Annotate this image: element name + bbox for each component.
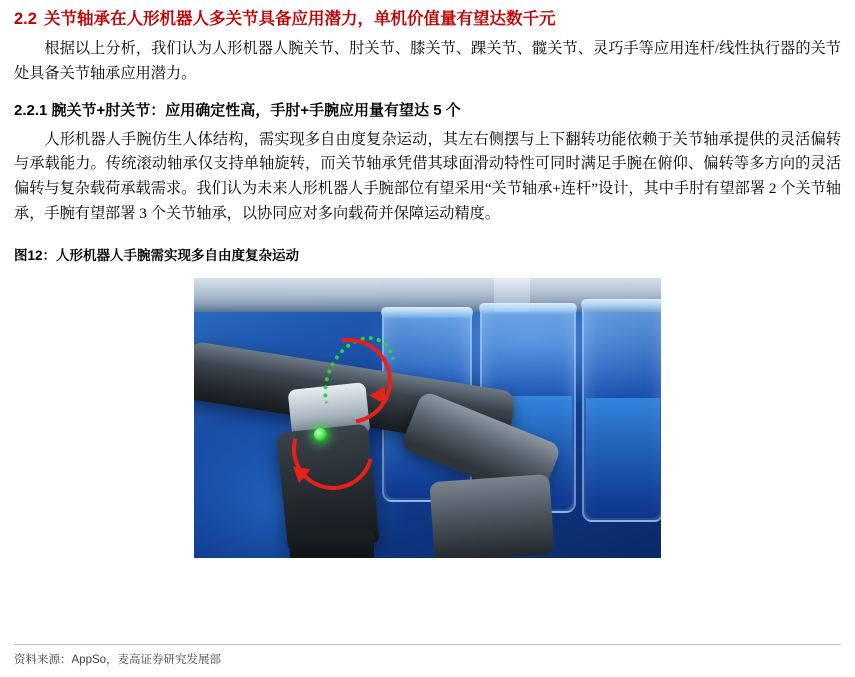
section-heading	[14, 8, 841, 32]
source-line	[14, 644, 841, 667]
section-number: 2.2	[14, 10, 37, 28]
document-page	[0, 8, 855, 677]
figure-caption: 图12：人形机器人手腕需实现多自由度复杂运动	[14, 248, 300, 264]
vial-rim	[381, 307, 473, 318]
vial-rim	[581, 299, 661, 310]
vial-liquid	[586, 398, 660, 518]
vial-rim	[479, 303, 577, 314]
paragraph-wrist: 人形机器人手腕仿生人体结构，需实现多自由度复杂运动，其左右侧摆与上下翻转功能依赖于关节轴承提供的灵活偏转与承载能力。传统滚动轴承仅支持单轴旋转，而关节轴承凭借其球面滑动特性可同时满足手腕在俯仰、偏转等多方向的灵活偏转与复杂载荷承载需求。我们认为未来人形机器人手腕部位有望采用“关节轴承+连杆”设计，其中手肘有望部署 2 个关节轴承，手腕有望部署 3 个关节轴承，以协同应对多向载荷并保障运动精度。	[14, 130, 841, 222]
paragraph-analysis: 根据以上分析，我们认为人形机器人腕关节、肘关节、膝关节、踝关节、髋关节、灵巧手等应用连杆/线性执行器的关节处具备关节轴承应用潜力。	[14, 39, 841, 82]
figure-image	[14, 270, 841, 565]
source-value: AppSo，麦高证券研究发展部	[71, 654, 222, 666]
subsection-heading: 2.2.1 腕关节+肘关节：应用确定性高，手肘+手腕应用量有望达 5 个	[14, 102, 461, 120]
robot-gripper-base	[290, 530, 374, 558]
robot-arm-lower-segment	[429, 474, 554, 558]
robot-arm-photo	[194, 278, 661, 558]
source-label: 资料来源：	[14, 654, 72, 666]
blue-vial-3	[582, 300, 661, 522]
section-title: 关节轴承在人形机器人多关节具备应用潜力，单机价值量有望达数千元	[43, 10, 556, 28]
